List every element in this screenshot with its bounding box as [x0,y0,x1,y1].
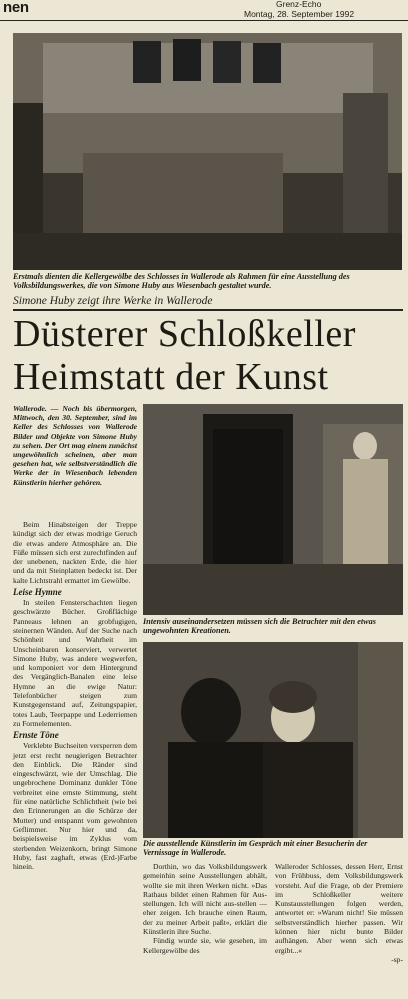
paper-name: Grenz-Echo [276,0,322,9]
bottom-photo-caption: Die ausstellende Künstlerin im Gespräch mit einer Besucherin der Vernissage in Wallerode. [143,839,368,858]
middle-photo [143,404,403,615]
col2-paragraph-2: Fündig wurde sie, wie gesehen, im Kellergewölbe des [143,936,267,955]
col2-paragraph-1: Dorthin, wo das Volksbildungswerk gemeinhin seine Ausstellungen abhält, wollte sie mit ihren Werken nicht. »Das Rathaus bildet einen Rahmen für Aus-stellungen. Ich will nicht aus-stellen — eher zeigen. Ich brauche einen Raum, der zu meiner Arbeit paßt«, erklärt die Künstlerin ihre Suche. [143,862,267,937]
headline-line2: Heimstatt der Kunst [13,356,329,398]
column-1 [13,520,137,871]
column-3 [275,862,403,964]
issue-date: Montag, 28. September 1992 [244,9,355,19]
header-rule [0,20,408,21]
column-2 [143,862,267,955]
subheading-ernste-toene: Ernste Töne [13,730,59,741]
middle-photo-caption: Intensiv auseinandersetzen müssen sich die Betrachter mit den etwas ungewohnten Kreationen. [143,617,376,636]
top-photo-caption: Erstmals dienten die Kellergewölbe des Schlosses in Wallerode als Rahmen für eine Ausstellung des Volksbildungswerkes, die von Simone Huby aus Wiesenbach gestaltet wurde. [13,272,350,291]
col3-paragraph-1: Walleroder Schlosses, dessen Herr, Ernst von Frühbuss, dem Volksbildungswerk vorsteht. Auf die Frage, ob der Premiere im Schloßkeller weitere Kunstausstellungen folgen werden, antwortet er: »Warum nicht! Sie müssen selbstverständlich hierher passen. Wir können hier nicht bunte Bilder aufhängen. Aber wenn sich etwas ergibt...« [275,862,403,955]
kicker: Simone Huby zeigt ihre Werke in Wallerode [13,295,213,307]
bottom-photo [143,642,403,838]
top-photo [13,33,402,270]
author-signature: -sp- [391,954,403,964]
lead-paragraph: Wallerode. — Noch bis übermorgen, Mittwoch, den 30. September, sind im Keller des Schlosses von Wallerode Bilder und Objekte von Simone Huby zu sehen. Der Ort mag einem zunächst ungewöhnlich scheinen, aber man gesehen hat, wie selbstverständlich die Werke der in Wiesenbach lebenden Künstlerin hierher gehören. [13,404,137,487]
col1-paragraph-2: In steilen Fensterschachten liegen geschwärzte Bücher. Großflächige Panneaus lehnen an grobfugigen, steinernen Wänden. Auf der Suche nach Schönheit und Wahrheit im Unscheinbaren konserviert, verwertet Simone Huby, was andere wegwerfen, und komponiert vor dem Hintergrund des Vergänglich-Banalen eine leise Hymne an die ewige Natur: Telefonbücher steigen zum Kunstgegenstand auf, Zeitungspapier, totes Laub, Teerpappe und Lederriemen zu Formelementen. [13,598,137,728]
col1-paragraph-1: Beim Hinabsteigen der Treppe kündigt sich der etwas modrige Geruch die etwas andere Atmosphäre an. Die Füße müssen sich erst zurechtfinden auf der unebenen, nackten Erde, die hier und da mit Steinplatten bedeckt ist. Der kalte Lichtstrahl ermattet im Gewölbe. [13,520,137,585]
headline-rule [13,309,403,311]
col1-paragraph-3: Verklebte Buchseiten versperren dem jetzt erst recht neugierigen Betrachter den Einblick. Die Ränder sind eingeschwärzt, wie der Umschlag. Die ungebrochene Dominanz dunkler Töne verbreitet eine ernste Stimmung, steht für eine natürliche Schlichtheit (wie bei den Erinnerungen an die Schürze der Mutter) und entspannt vom gewohnten Geflimmer. Nur hier und da, beispielsweise im Zyklus vom sterbenden Weizenkorn, bringt Simone Huby, fast zaghaft, etwas (Erd-)Farbe hinein. [13,741,137,872]
section-header: nen [3,0,29,16]
headline-line1: Düsterer Schloßkeller [13,313,356,355]
subheading-leise-hymne: Leise Hymne [13,587,62,598]
